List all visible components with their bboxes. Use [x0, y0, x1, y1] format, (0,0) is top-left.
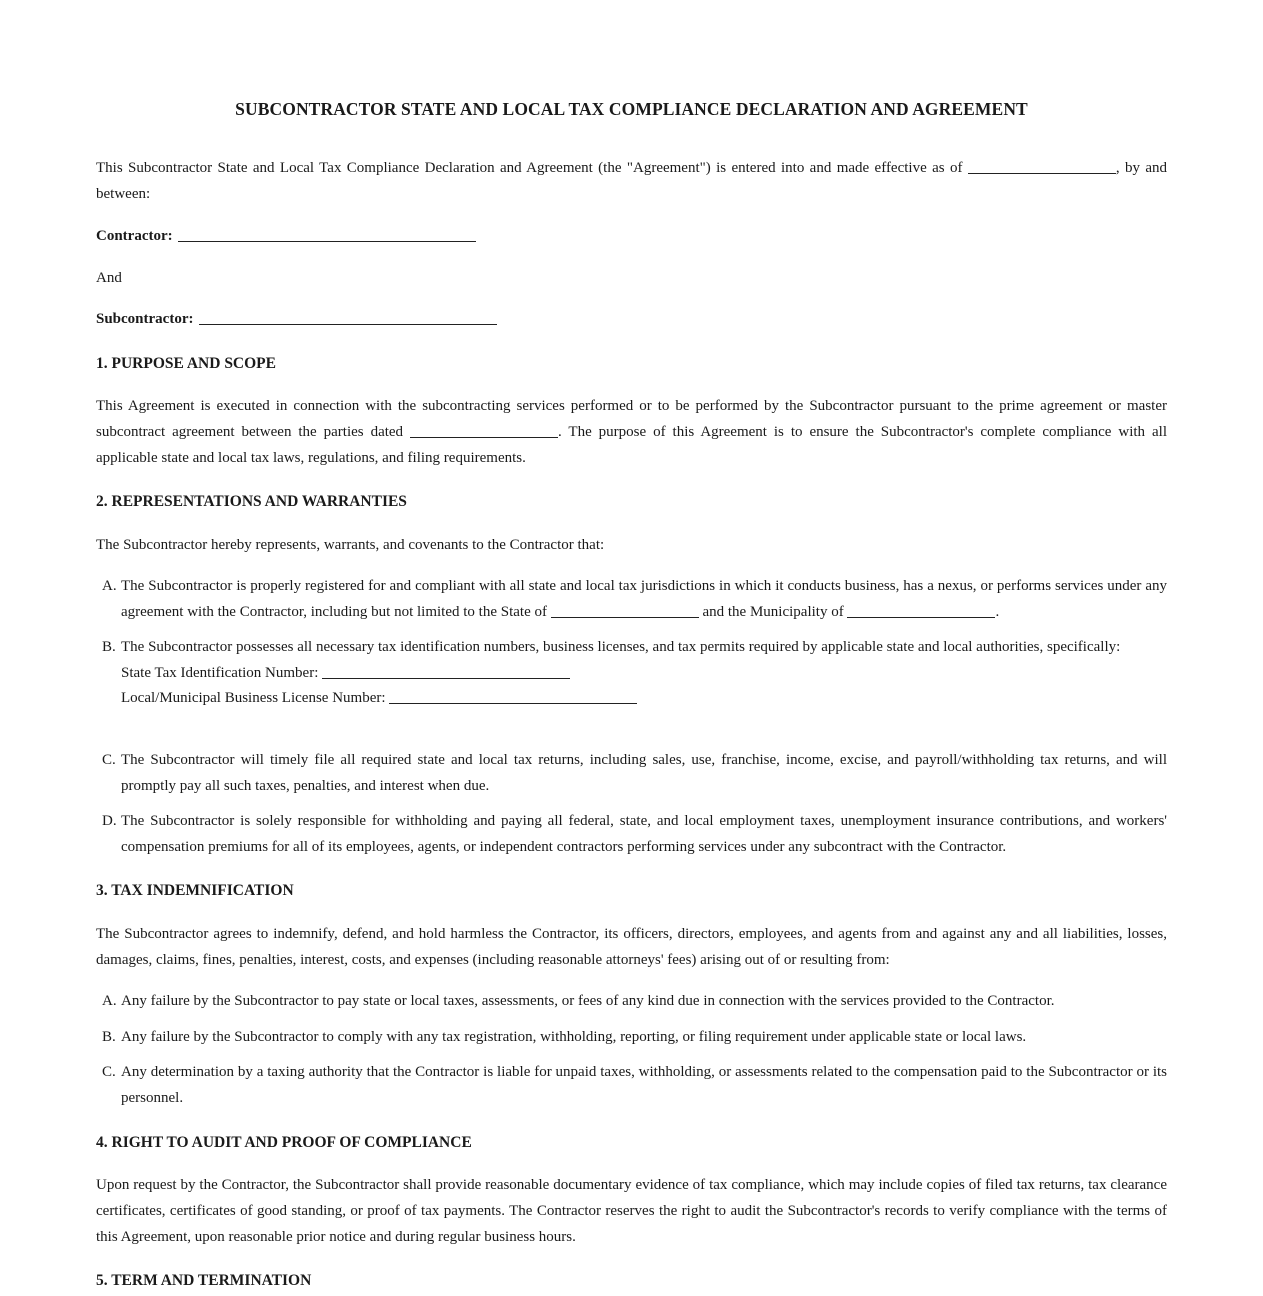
- prime-agreement-date-field[interactable]: [410, 423, 558, 438]
- state-tax-id-line: [121, 661, 1167, 687]
- and-text: And: [96, 270, 122, 286]
- section-2-item-c: [96, 747, 1167, 799]
- business-license-line: [121, 686, 1167, 712]
- subcontractor-label: Subcontractor:: [96, 311, 194, 327]
- item-text: Any failure by the Subcontractor to comply with any tax registration, withholding, reporting, or filing requirement under applicable state or local laws.: [121, 1029, 1027, 1045]
- effective-date-field[interactable]: [968, 159, 1116, 174]
- intro-tail: , by and between:: [96, 160, 1167, 202]
- municipality-field[interactable]: [847, 603, 995, 618]
- section-2-item-a: [96, 573, 1167, 625]
- state-field[interactable]: [551, 603, 699, 618]
- business-license-label: Local/Municipal Business License Number:: [121, 690, 386, 706]
- section-2-intro: The Subcontractor hereby represents, warrants, and covenants to the Contractor that:: [96, 537, 605, 553]
- section-3-item-b: [96, 1024, 1167, 1050]
- section-3-item-a: [96, 988, 1167, 1014]
- section-1-text-b: . The purpose of this Agreement is to ensure the Subcontractor's complete compliance with all applicable state and local tax laws, regulations, and filing requirements.: [96, 424, 1167, 466]
- section-3-item-c: [96, 1059, 1167, 1111]
- item-letter: A.: [102, 993, 117, 1009]
- intro-paragraph: [96, 155, 1167, 207]
- state-tax-id-field[interactable]: [322, 664, 570, 679]
- item-text: The Subcontractor possesses all necessary tax identification numbers, business licenses, and tax permits required by applicable state and local authorities, specifically:: [121, 639, 1121, 655]
- item-letter: A.: [102, 578, 117, 594]
- section-5-heading: 5. TERM AND TERMINATION: [96, 1272, 312, 1289]
- contractor-name-field[interactable]: [178, 227, 476, 242]
- item-text-b: and the Municipality of: [702, 604, 844, 620]
- section-4-paragraph: Upon request by the Contractor, the Subcontractor shall provide reasonable documentary evidence of tax compliance, which may include copies of filed tax returns, tax clearance certificates, certificates of good standing, or proof of tax payments. The Contractor reserves the right to audit the Subcontractor's records to verify compliance with the terms of this Agreement, upon reasonable prior notice and during regular business hours.: [96, 1177, 1167, 1245]
- item-letter: C.: [102, 1064, 116, 1080]
- item-text: The Subcontractor is solely responsible for withholding and paying all federal, state, and local employment taxes, unemployment insurance contributions, and workers' compensation premiums for all of its employees, agents, or independent contractors performing services under any subcontract with the Contractor.: [121, 813, 1167, 855]
- subcontractor-line: [96, 306, 497, 332]
- item-text: Any determination by a taxing authority that the Contractor is liable for unpaid taxes, withholding, or assessments related to the compensation paid to the Subcontractor or its personnel.: [121, 1064, 1167, 1106]
- item-text: Any failure by the Subcontractor to pay state or local taxes, assessments, or fees of any kind due in connection with the services provided to the Contractor.: [121, 993, 1055, 1009]
- section-2-heading: 2. REPRESENTATIONS AND WARRANTIES: [96, 493, 407, 510]
- section-3-heading: 3. TAX INDEMNIFICATION: [96, 882, 294, 899]
- section-1-heading: 1. PURPOSE AND SCOPE: [96, 355, 276, 372]
- contractor-label: Contractor:: [96, 228, 173, 244]
- subcontractor-name-field[interactable]: [199, 310, 497, 325]
- section-2-item-d: [96, 808, 1167, 860]
- section-1-text-a: This Agreement is executed in connection with the subcontracting services performed or to be performed by the Subcontractor pursuant to the prime agreement or master subcontract agreement between the parties dated: [96, 398, 1167, 440]
- item-text-c: .: [995, 604, 1000, 620]
- section-1-paragraph: [96, 393, 1167, 471]
- state-tax-id-label: State Tax Identification Number:: [121, 664, 319, 681]
- item-letter: B.: [102, 1029, 116, 1045]
- section-4-heading: 4. RIGHT TO AUDIT AND PROOF OF COMPLIANCE: [96, 1134, 472, 1151]
- item-letter: B.: [102, 639, 116, 655]
- intro-text: This Subcontractor State and Local Tax Compliance Declaration and Agreement (the "Agreement") is entered into and made effective as of: [96, 160, 963, 176]
- business-license-field[interactable]: [389, 689, 637, 704]
- item-letter: C.: [102, 752, 116, 768]
- section-3-intro: The Subcontractor agrees to indemnify, defend, and hold harmless the Contractor, its officers, directors, employees, and agents from and against any and all liabilities, losses, damages, claims, fines, penalties, interest, costs, and expenses (including reasonable attorneys' fees) arising out of or resulting from:: [96, 926, 1167, 968]
- section-2-item-b: [96, 635, 1167, 712]
- item-text-a: The Subcontractor is properly registered for and compliant with all state and local tax jurisdictions in which it conducts business, has a nexus, or performs services under any agreement with the Contractor, including but not limited to the State of: [121, 578, 1167, 620]
- document-title: SUBCONTRACTOR STATE AND LOCAL TAX COMPLIANCE DECLARATION AND AGREEMENT: [235, 99, 1028, 119]
- contractor-line: [96, 223, 476, 249]
- item-letter: D.: [102, 813, 117, 829]
- item-text: The Subcontractor will timely file all required state and local tax returns, including sales, use, franchise, income, excise, and payroll/withholding tax returns, and will promptly pay all such taxes, penalties, and interest when due.: [121, 752, 1167, 794]
